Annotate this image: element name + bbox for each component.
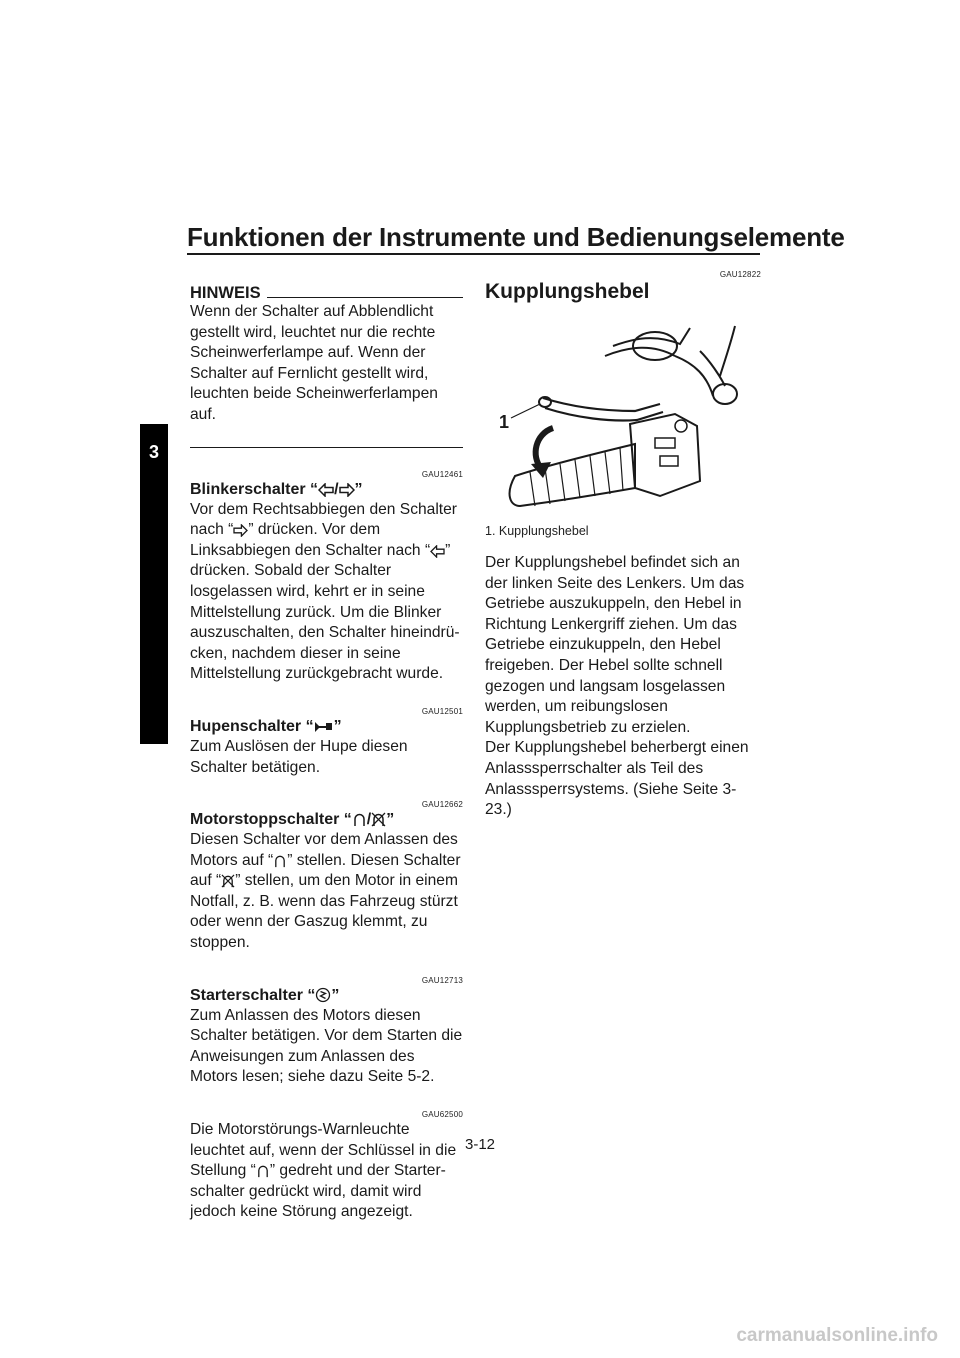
turn-left-icon bbox=[430, 545, 445, 558]
starter-text: Zum Anlassen des Motors diesen Schalter betätigen. Vor dem Starten die Anweisungen zum Anlassen des Motors lesen; siehe dazu Seite 5-2. bbox=[190, 1006, 463, 1086]
clutch-text: Der Kupplungshebel befindet sich an der linken Seite des Lenkers. Um das Getriebe auszukuppeln, den Hebel in Richtung Lenkergriff ziehen. Um das Getriebe einzukuppeln, den Hebel freigeben. Der Hebel sollte schnell gezogen und langsam losgelassen werden, um reibungslosen Kupplungsbetrieb zu erzielen. bbox=[485, 554, 745, 736]
turn-right-icon bbox=[233, 524, 248, 537]
blinker-text: Vor dem Rechtsabbiegen den Schalter nach “ ” drücken. Vor dem Linksabbiegen den Schalter nach “ ” drücken. Sobald der Schalter losgelassen wird, kehrt er in seine Mittelstellung zurück. Um die Blinker auszuschalten, den Schalter hineindrücken, nachdem dieser in seine Mittelstellung zurückgebracht wurde. bbox=[190, 500, 460, 683]
horn-text: Zum Auslösen der Hupe diesen Schalter betätigen. bbox=[190, 737, 408, 776]
clutch-title: Kupplungshebel bbox=[485, 280, 650, 303]
starter-title: Starterschalter “ ” bbox=[190, 986, 340, 1004]
note-text: Wenn der Schalter auf Abblendlicht gestellt wird, leuchtet nur die rechte Scheinwerferlampe auf. Wenn der Schalter auf Fernlicht gestellt wird, leuchten beide Scheinwerferlampen auf. bbox=[190, 303, 438, 423]
section-code: GAU12822 bbox=[719, 270, 761, 279]
turn-left-icon bbox=[318, 483, 334, 497]
warning-text: Die Motorstörungs-Warnleuchte leuchtet auf, wenn der Schlüssel in die Stellung “ ” gedreht und der Starterschalter gedrückt wird, damit wird jedoch keine Störung angezeigt. bbox=[190, 1121, 457, 1221]
note-label: HINWEIS bbox=[190, 283, 261, 302]
figure-callout-number: 1 bbox=[499, 412, 510, 432]
chapter-tab bbox=[140, 424, 168, 744]
watermark[interactable]: carmanualsonline.info bbox=[736, 1325, 938, 1346]
section-code: GAU12461 bbox=[421, 469, 463, 479]
turn-right-icon bbox=[339, 483, 355, 497]
engine-stop-title: Motorstoppschalter “ / ” bbox=[190, 811, 395, 829]
horn-title: Hupenschalter “ ” bbox=[190, 717, 342, 735]
engine-off-icon bbox=[371, 812, 386, 827]
right-column bbox=[485, 270, 761, 821]
run-icon bbox=[273, 854, 287, 868]
figure-caption: 1. Kupplungshebel bbox=[485, 524, 589, 538]
section-code: GAU12662 bbox=[421, 800, 463, 810]
page-number: 3-12 bbox=[464, 1136, 496, 1153]
note-heading bbox=[190, 282, 463, 304]
handlebar-illustration bbox=[485, 316, 761, 511]
chapter-number: 3 bbox=[148, 442, 159, 462]
section-code: GAU12713 bbox=[421, 975, 463, 985]
engine-stop-text: Diesen Schalter vor dem Anlassen des Motors auf “ ” stellen. Diesen Schalter auf “ ” stellen, um den Motor in einem Notfall, z. B. wenn das Fahrzeug stürzt oder wenn der Gaszug klemmt, zu stoppen. bbox=[190, 831, 461, 952]
run-icon bbox=[256, 1164, 270, 1178]
horn-icon bbox=[314, 721, 334, 734]
header-rule bbox=[187, 253, 760, 255]
page-header-title: Funktionen der Instrumente und Bedienungselemente bbox=[187, 222, 845, 252]
clutch-text-2: Der Kupplungshebel beherbergt einen Anlasssperrschalter als Teil des Anlasssperrsystems. (Siehe Seite 3-23.) bbox=[485, 739, 749, 819]
left-column bbox=[190, 282, 463, 1223]
blinker-title: Blinkerschalter “ / ” bbox=[190, 480, 363, 498]
section-code: GAU62500 bbox=[421, 1110, 463, 1120]
section-code: GAU12501 bbox=[421, 706, 463, 716]
note-rule bbox=[190, 447, 463, 448]
starter-icon bbox=[315, 987, 331, 1003]
engine-off-icon bbox=[221, 874, 235, 888]
clutch-lever-figure bbox=[485, 316, 761, 511]
run-icon bbox=[352, 812, 367, 827]
